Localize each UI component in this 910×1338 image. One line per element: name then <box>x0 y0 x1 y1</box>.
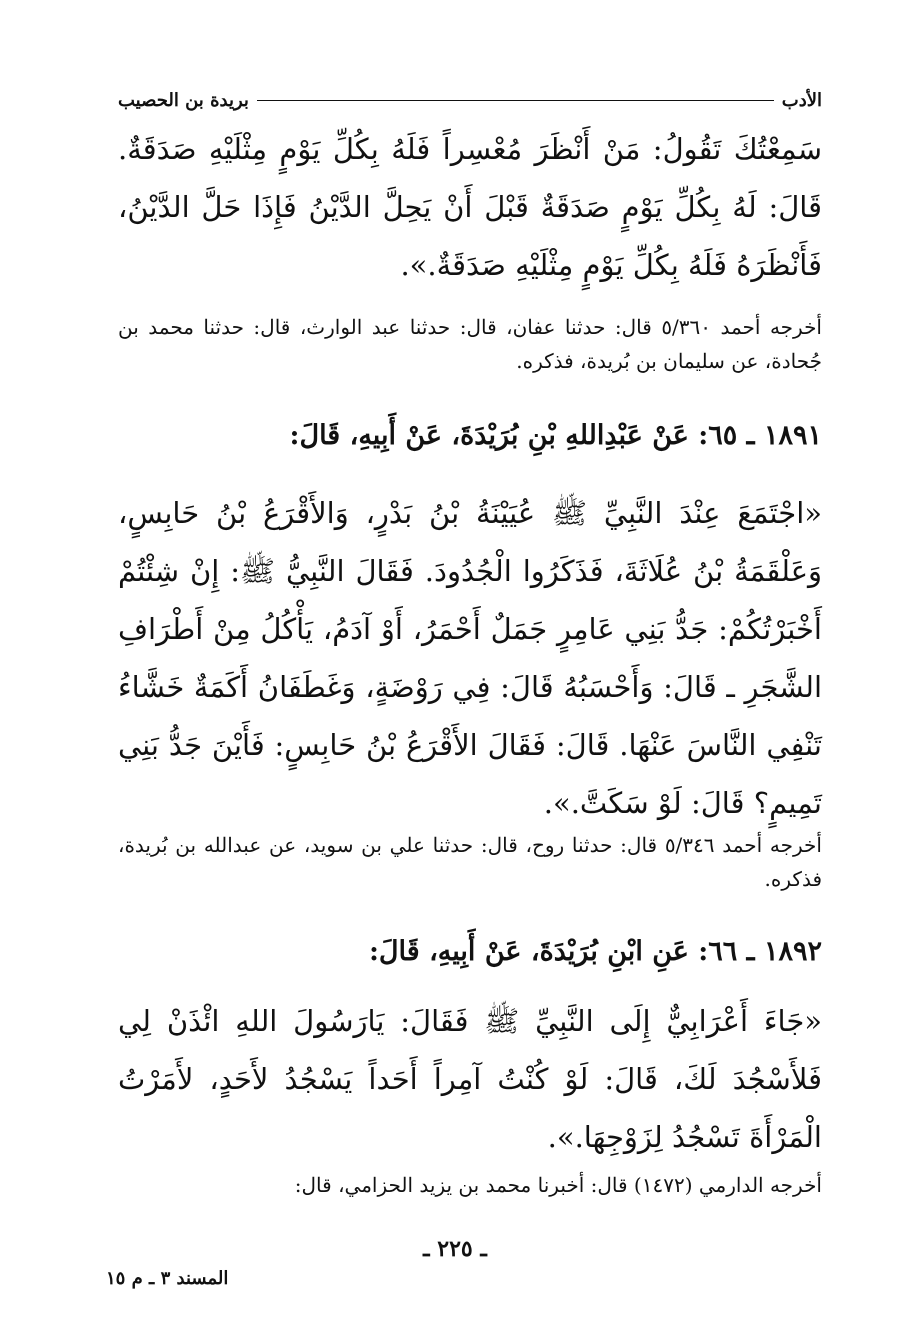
header-rule <box>257 100 774 101</box>
running-header <box>118 86 822 114</box>
takhrij-note-2: أخرجه أحمد ٥/٣٤٦ قال: حدثنا روح، قال: حدثنا علي بن سويد، عن عبدالله بن بُريدة، فذكره. <box>118 833 822 891</box>
section-title: بريدة بن الحصيب <box>118 89 249 111</box>
hadith-text-1891: «اجْتَمَعَ عِنْدَ النَّبِيِّ ﷺ عُيَيْنَةُ بْنُ بَدْرٍ، وَالأَقْرَعُ بْنُ حَابِسٍ، وَعَلْقَمَةُ بْنُ عُلَاثَةَ، فَذَكَرُوا الْجُدُودَ. فَقَالَ النَّبِيُّ ﷺ: إِنْ شِئْتُمْ أَخْبَرْتُكُمْ: جَدُّ بَنِي عَامِرٍ جَمَلٌ أَحْمَرُ، أَوْ آدَمُ، يَأْكُلُ مِنْ أَطْرَافِ الشَّجَرِ ـ قَالَ: وَأَحْسَبُهُ قَالَ: فِي رَوْضَةٍ، وَغَطَفَانُ أَكَمَةٌ خَشَّاءُ تَنْفِي النَّاسَ عَنْهَا. قَالَ: فَقَالَ الأَقْرَعُ بْنُ حَابِسٍ: فَأَيْنَ جَدُّ بَنِي تَمِيمٍ؟ قَالَ: لَوْ سَكَتَّ.». <box>118 496 822 820</box>
hadith-heading-1892: ١٨٩٢ ـ ٦٦: عَنِ ابْنِ بُرَيْدَةَ، عَنْ أَبِيهِ، قَالَ: <box>368 936 822 967</box>
takhrij-note-3: أخرجه الدارمي (١٤٧٢) قال: أخبرنا محمد بن يزيد الحزامي، قال: <box>294 1173 822 1197</box>
signature-mark: المسند ٣ ـ م ١٥ <box>106 1268 229 1289</box>
chapter-title: الأدب <box>781 89 822 111</box>
takhrij-note-1: أخرجه أحمد ٥/٣٦٠ قال: حدثنا عفان، قال: حدثنا عبد الوارث، قال: حدثنا محمد بن جُحادة، عن سليمان بن بُريدة، فذكره. <box>118 315 822 373</box>
page-number: ـ ٢٢٥ ـ <box>423 1236 487 1262</box>
hadith-text-1892: «جَاءَ أَعْرَابِيٌّ إِلَى النَّبِيِّ ﷺ فَقَالَ: يَارَسُولَ اللهِ ائْذَنْ لِي فَلأَسْجُدَ لَكَ، قَالَ: لَوْ كُنْتُ آمِراً أَحَداً يَسْجُدُ لأَحَدٍ، لأَمَرْتُ الْمَرْأَةَ تَسْجُدُ لِزَوْجِهَا.». <box>118 1004 822 1154</box>
hadith-text-1: سَمِعْتُكَ تَقُولُ: مَنْ أَنْظَرَ مُعْسِراً فَلَهُ بِكُلِّ يَوْمٍ مِثْلَيْهِ صَدَقَةٌ. قَالَ: لَهُ بِكُلِّ يَوْمٍ صَدَقَةٌ قَبْلَ أَنْ يَحِلَّ الدَّيْنُ فَإِذَا حَلَّ الدَّيْنُ، فَأَنْظَرَهُ فَلَهُ بِكُلِّ يَوْمٍ مِثْلَيْهِ صَدَقَةٌ.». <box>118 132 822 282</box>
hadith-heading-1891: ١٨٩١ ـ ٦٥: عَنْ عَبْدِاللهِ بْنِ بُرَيْدَةَ، عَنْ أَبِيهِ، قَالَ: <box>289 420 822 451</box>
